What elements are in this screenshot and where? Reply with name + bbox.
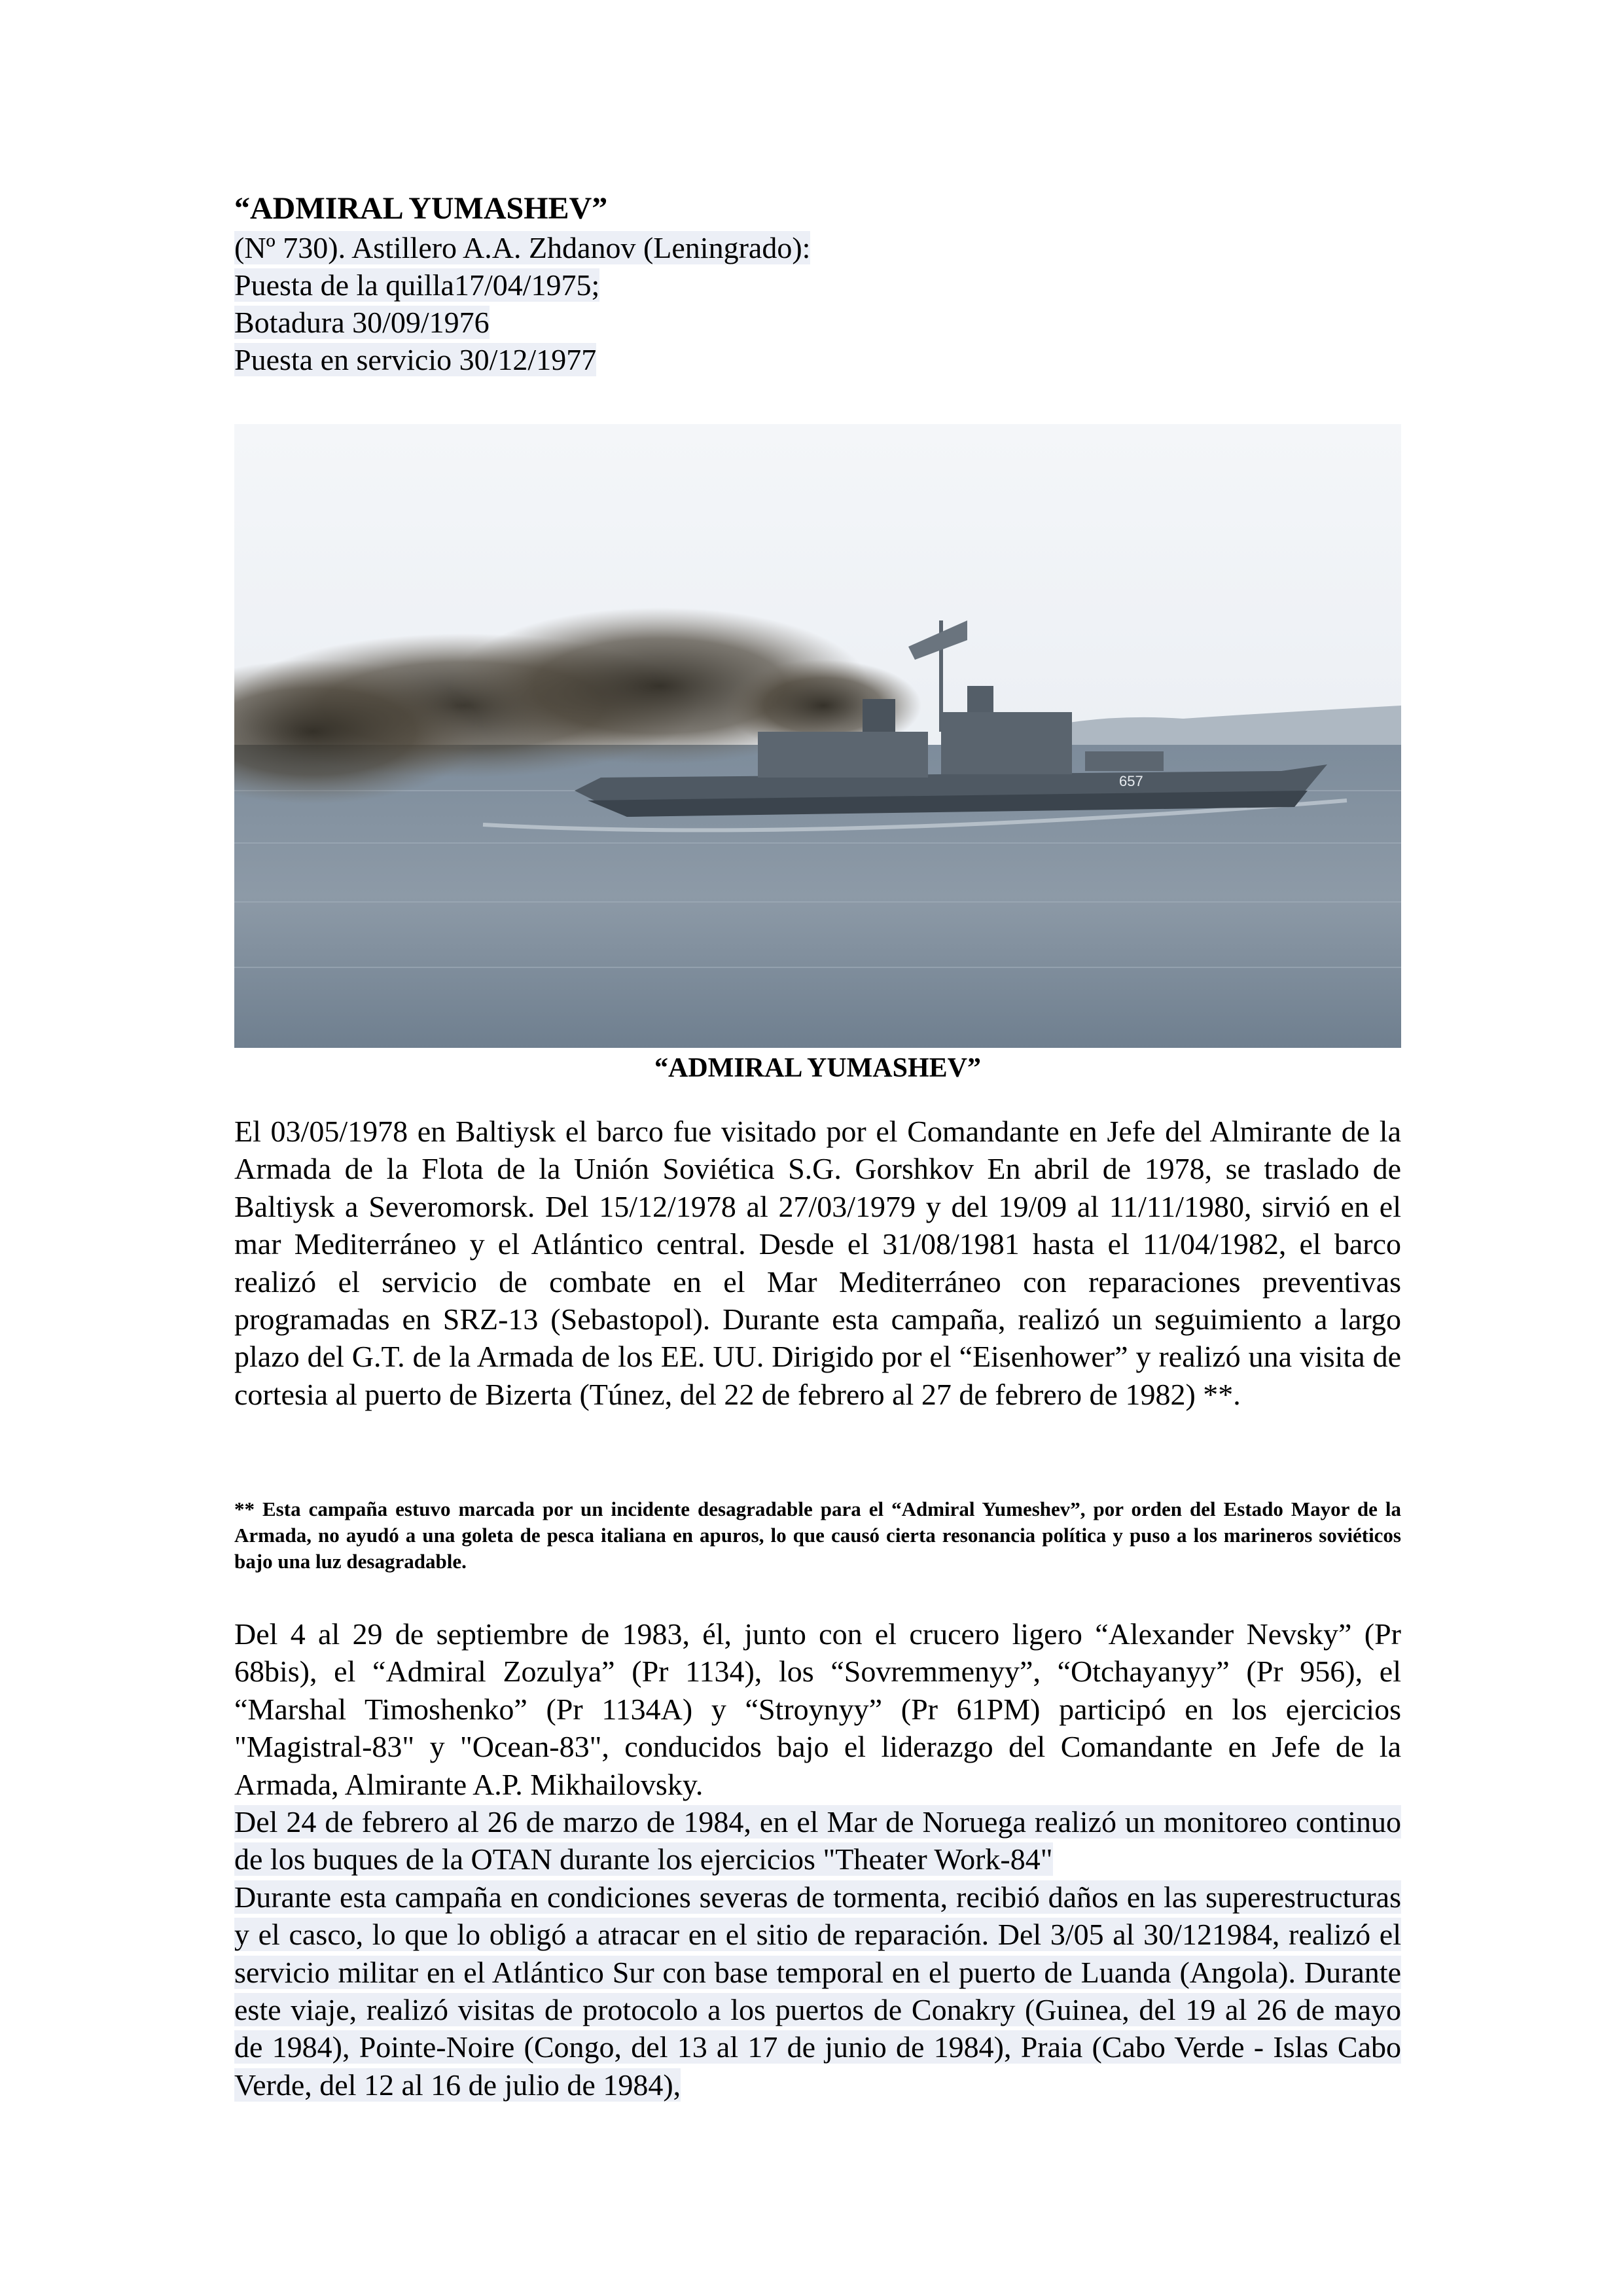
ship-title: “ADMIRAL YUMASHEV” [234,191,608,226]
ship-photo-illustration [234,424,1401,1048]
commissioning-date: Puesta en servicio 30/12/1977 [234,343,597,376]
body-continued [234,1615,1401,2104]
footnote: ** Esta campaña estuvo marcada por un incidente desagradable para el “Admiral Yumeshev”, por orden del Estado Mayor de la Armada, no ayudó a una goleta de pesca italiana en apuros, lo que causó cierta resonancia política y puso a los marineros soviéticos bajo una luz desagradable. [234,1498,1401,1573]
paragraph-exercises-1983: Del 4 al 29 de septiembre de 1983, él, junto con el crucero ligero “Alexander Nevsky” (Pr 68bis), el “Admiral Zozulya” (Pr 1134), los “Sovremmenyy”, “Otchayanyy” (Pr 956), el “Marshal Timoshenko” (Pr 1134A) y “Stroynyy” (Pr 61PM) participó en los ejercicios "Magistral-83" y "Ocean-83", conducidos bajo el liderazgo del Comandante en Jefe de la Armada, Almirante A.P. Mikhailovsky. [234,1617,1401,1801]
ship-photo [234,424,1401,1048]
paragraph-norway-monitoring: Del 24 de febrero al 26 de marzo de 1984, en el Mar de Noruega realizó un monitoreo continuo de los buques de la OTAN durante los ejercicios "Theater Work-84" [234,1805,1401,1876]
ship-header [234,188,1020,378]
paragraph-south-atlantic: Durante esta campaña en condiciones severas de tormenta, recibió daños en las superestructuras y el casco, lo que lo obligó a atracar en el sitio de reparación. Del 3/05 al 30/121984, realizó el servicio militar en el Atlántico Sur con base temporal en el puerto de Luanda (Angola). Durante este viaje, realizó visitas de protocolo a los puertos de Conakry (Guinea, del 19 al 26 de mayo de 1984), Pointe-Noire (Congo, del 13 al 17 de junio de 1984), Praia (Cabo Verde - Islas Cabo Verde, del 12 al 16 de julio de 1984), [234,1880,1401,2102]
hull-number: 657 [1119,773,1143,789]
photo-caption: “ADMIRAL YUMASHEV” [654,1053,981,1083]
keel-laying-date: Puesta de la quilla17/04/1975; [234,268,600,302]
paragraph-service-history: El 03/05/1978 en Baltiysk el barco fue visitado por el Comandante en Jefe del Almirante de la Armada de la Flota de la Unión Soviética S.G. Gorshkov En abril de 1978, se traslado de Baltiysk a Severomorsk. Del 15/12/1978 al 27/03/1979 y del 19/09 al 11/11/1980, sirvió en el mar Mediterráneo y el Atlántico central. Desde el 31/08/1981 hasta el 11/04/1982, el barco realizó el servicio de combate en el Mar Mediterráneo con reparaciones preventivas programadas en SRZ-13 (Sebastopol). Durante esta campaña, realizó un seguimiento a largo plazo del G.T. de la Armada de los EE. UU. Dirigido por el “Eisenhower” y realizó una visita de cortesia al puerto de Bizerta (Túnez, del 22 de febrero al 27 de febrero de 1982) **. [234,1115,1401,1411]
launch-date: Botadura 30/09/1976 [234,306,490,339]
ship-number-shipyard: (Nº 730). Astillero A.A. Zhdanov (Leningrado): [234,231,811,264]
